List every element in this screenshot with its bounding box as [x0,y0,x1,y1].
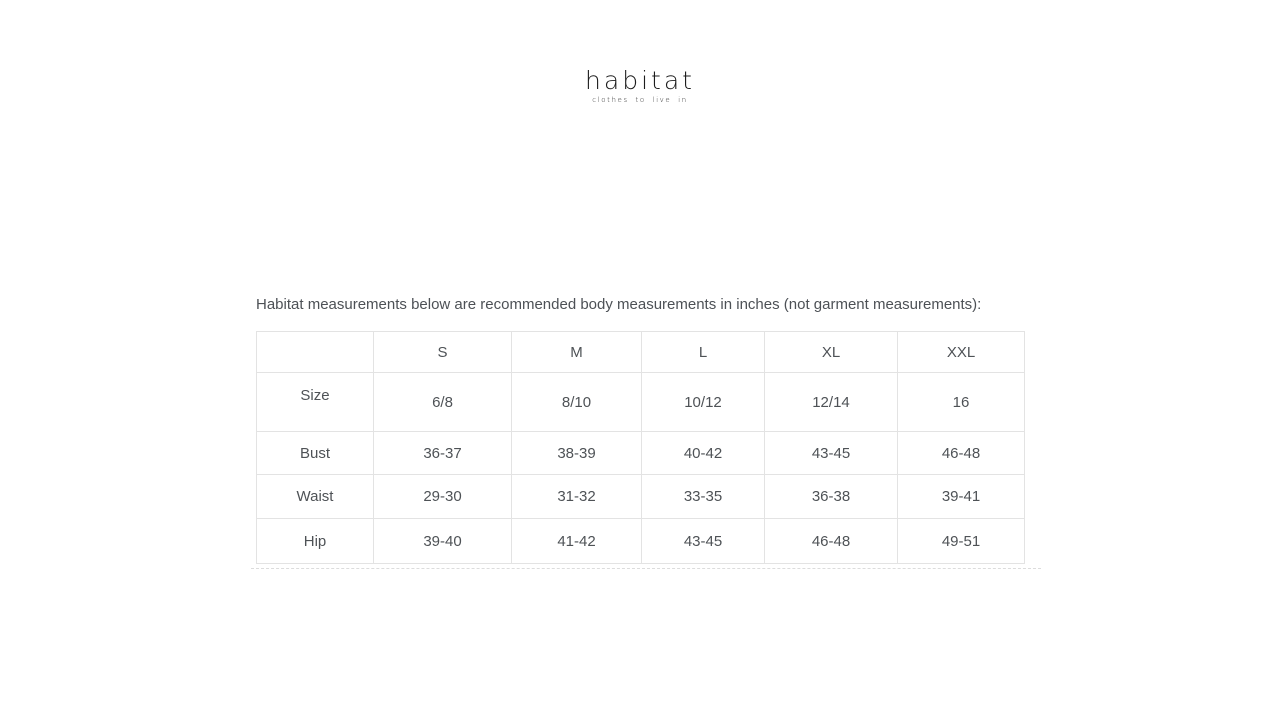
hip-cell: 41-42 [512,519,642,564]
size-guide-section [256,294,1024,569]
size-cell: 6/8 [374,373,512,432]
size-cell: 16 [898,373,1025,432]
bust-cell: 40-42 [642,432,765,475]
bust-cell: 36-37 [374,432,512,475]
waist-cell: 33-35 [642,475,765,519]
brand-tagline: clothes to live in [592,96,688,104]
corner-cell [257,332,374,373]
hip-cell: 46-48 [765,519,898,564]
table-row [257,475,1025,519]
hip-cell: 49-51 [898,519,1025,564]
size-cell: 8/10 [512,373,642,432]
size-cell: 10/12 [642,373,765,432]
size-cell: 12/14 [765,373,898,432]
col-header-l: L [642,332,765,373]
bust-cell: 46-48 [898,432,1025,475]
table-row [257,432,1025,475]
table-row [257,373,1025,432]
waist-cell: 39-41 [898,475,1025,519]
divider [251,568,1041,569]
size-chart-table [256,331,1025,564]
row-label-size: Size [257,373,374,432]
bust-cell: 43-45 [765,432,898,475]
table-header-row [257,332,1025,373]
brand-name: habitat [585,66,695,95]
waist-cell: 31-32 [512,475,642,519]
col-header-m: M [512,332,642,373]
col-header-s: S [374,332,512,373]
hip-cell: 39-40 [374,519,512,564]
row-label-waist: Waist [257,475,374,519]
bust-cell: 38-39 [512,432,642,475]
brand-logo[interactable] [0,68,1280,104]
site-header [0,0,1280,104]
waist-cell: 36-38 [765,475,898,519]
hip-cell: 43-45 [642,519,765,564]
row-label-bust: Bust [257,432,374,475]
col-header-xl: XL [765,332,898,373]
row-label-hip: Hip [257,519,374,564]
table-row [257,519,1025,564]
waist-cell: 29-30 [374,475,512,519]
size-guide-heading: Habitat measurements below are recommended body measurements in inches (not garment measurements): [256,296,982,313]
col-header-xxl: XXL [898,332,1025,373]
